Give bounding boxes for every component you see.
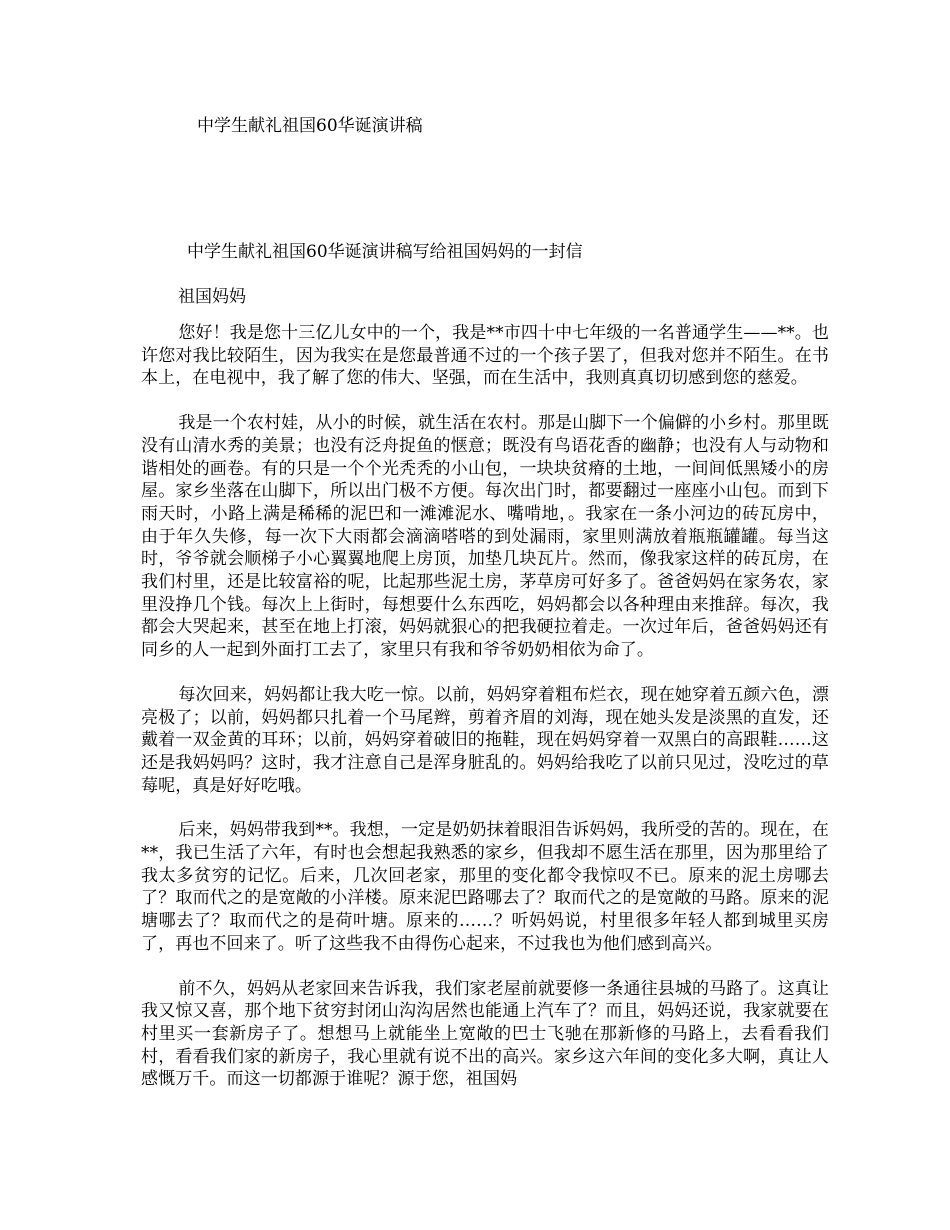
document-title: 中学生献礼祖国60华诞演讲稿: [197, 116, 423, 136]
letter-salutation: 祖国妈妈: [178, 287, 246, 307]
paragraph: 我是一个农村娃，从小的时候，就生活在农村。那是山脚下一个偏僻的小乡村。那里既没有山清水秀的美景；也没有泛舟捉鱼的惬意；既没有鸟语花香的幽静；也没有人与动物和谐相处的画卷。有的只是一个个光秃秃的小山包，一块块贫瘠的土地，一间间低黑矮小的房屋。家乡坐落在山脚下，所以出门极不方便。每次出门时，都要翻过一座座小山包。而到下雨天时，小路上满是稀稀的泥巴和一滩滩泥水、嘴啃地，。我家在一条小河边的砖瓦房中，由于年久失修，每一次下大雨都会滴滴嗒嗒的到处漏雨，家里则满放着瓶瓶罐罐。每当这时，爷爷就会顺梯子小心翼翼地爬上房顶，加垫几块瓦片。然而，像我家这样的砖瓦房，在我们村里，还是比较富裕的呢，比起那些泥土房，茅草房可好多了。爸爸妈妈在家务农，家里没挣几个钱。每次上上街时，每想要什么东西吃，妈妈都会以各种理由来推辞。每次，我都会大哭起来，甚至在地上打滚，妈妈就狠心的把我硬拉着走。一次过年后，爸爸妈妈还有同乡的人一起到外面打工去了，家里只有我和爷爷奶奶相依为命了。: [141, 413, 829, 661]
paragraph: 每次回来，妈妈都让我大吃一惊。以前，妈妈穿着粗布烂衣，现在她穿着五颜六色，漂亮极了；以前，妈妈都只扎着一个马尾辫，剪着齐眉的刘海，现在她头发是淡黑的直发，还戴着一双金黄的耳环；以前，妈妈穿着破旧的拖鞋，现在妈妈穿着一双黑白的高跟鞋……这还是我妈妈吗？这时，我才注意自己是浑身脏乱的。妈妈给我吃了以前只见过，没吃过的草莓呢，真是好好吃哦。: [141, 684, 829, 796]
paragraph: 前不久，妈妈从老家回来告诉我，我们家老屋前就要修一条通往县城的马路了。这真让我又惊又喜，那个地下贫穷封闭山沟沟居然也能通上汽车了？而且，妈妈还说，我家就要在村里买一套新房子了。想想马上就能坐上宽敞的巴士飞驰在那新修的马路上，去看看我们村，看看我们家的新房子，我心里就有说不出的高兴。家乡这六年间的变化多大啊，真让人感慨万千。而这一切都源于谁呢？源于您，祖国妈: [141, 978, 829, 1090]
letter-body: [141, 322, 829, 1113]
paragraph: 后来，妈妈带我到**。我想，一定是奶奶抹着眼泪告诉妈妈，我所受的苦的。现在，在**，我已生活了六年，有时也会想起我熟悉的家乡，但我却不愿生活在那里，因为那里给了我太多贫穷的记忆。后来，几次回老家，那里的变化都令我惊叹不已。原来的泥土房哪去了？取而代之的是宽敞的小洋楼。原来泥巴路哪去了？取而代之的是宽敞的马路。原来的泥塘哪去了？取而代之的是荷叶塘。原来的……？听妈妈说，村里很多年轻人都到城里买房了，再也不回来了。听了这些我不由得伤心起来，不过我也为他们感到高兴。: [141, 820, 829, 954]
paragraph: 您好！我是您十三亿儿女中的一个，我是**市四十中七年级的一名普通学生——**。也许您对我比较陌生，因为我实在是您最普通不过的一个孩子罢了，但我对您并不陌生。在书本上，在电视中，我了解了您的伟大、坚强，而在生活中，我则真真切切感到您的慈爱。: [141, 323, 829, 389]
letter-title: 中学生献礼祖国60华诞演讲稿写给祖国妈妈的一封信: [187, 242, 583, 262]
